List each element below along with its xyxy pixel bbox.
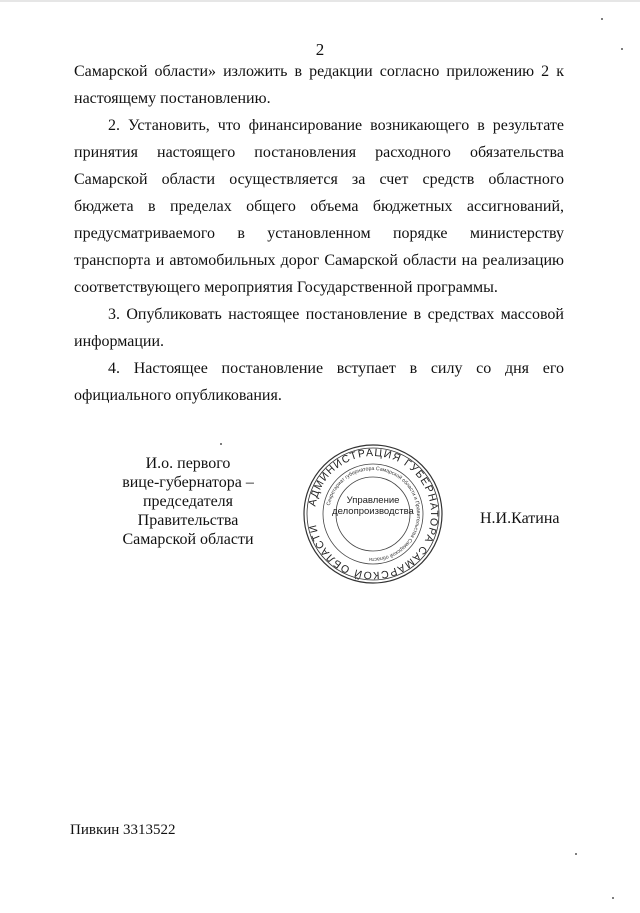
signatory-title [108, 454, 268, 549]
signatory-title-line: вице-губернатора – [122, 474, 254, 491]
seal-center-line: Управление [346, 495, 400, 506]
scan-speck [612, 897, 614, 899]
seal-outer-text: АДМИНИСТРАЦИЯ ГУБЕРНАТОРА САМАРСКОЙ ОБЛАСТИ [306, 446, 441, 582]
official-seal [302, 443, 444, 585]
seal-inner-text: Секретариат губернатора Самарской области и Правительства Самарской области [325, 465, 422, 563]
seal-center-text [326, 495, 420, 517]
document-body [74, 58, 564, 409]
paragraph-4: 4. Настоящее постановление вступает в силу со дня его официального опубликования. [74, 360, 564, 404]
page-number: 2 [315, 40, 325, 59]
paragraph-2: 2. Установить, что финансирование возникающего в результате принятия настоящего постановления расходного обязательства Самарской области осуществляется за счет средств областного бюджета в пределах общего объема бюджетных ассигнований, предусматриваемого в установленном порядке министерству транспорта и автомобильных дорог Самарской области на реализацию соответствующего мероприятия Государственной программы. [74, 117, 564, 296]
executor-code: Пивкин 3313522 [70, 822, 176, 838]
scan-speck [220, 443, 222, 445]
paragraph-3: 3. Опубликовать настоящее постановление в средствах массовой информации. [74, 306, 564, 350]
signer-name: Н.И.Катина [480, 510, 560, 527]
signatory-title-line: Самарской области [122, 531, 254, 548]
paragraph-continuation: Самарской области» изложить в редакции согласно приложению 2 к настоящему постановлению. [74, 63, 564, 107]
scan-speck [601, 18, 603, 20]
signatory-title-line: И.о. первого [145, 455, 231, 472]
seal-center-line: делопроизводства [332, 506, 414, 517]
scan-speck [575, 853, 577, 855]
scan-edge [0, 0, 640, 2]
signatory-title-line: председателя Правительства [137, 493, 239, 529]
scan-speck [621, 48, 623, 50]
